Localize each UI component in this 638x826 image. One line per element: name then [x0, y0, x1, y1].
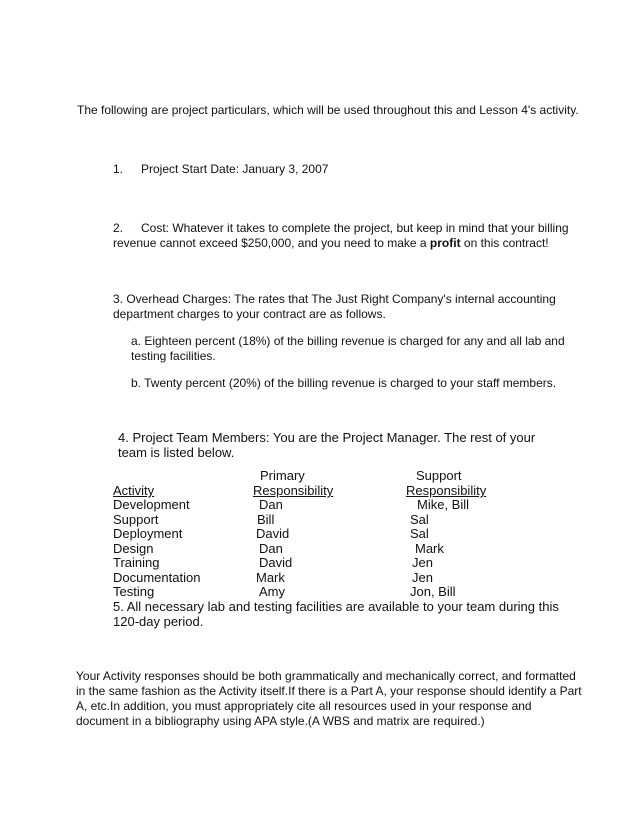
table-row: [113, 570, 573, 585]
table-header: [113, 483, 573, 498]
item-3a-line-1: a. Eighteen percent (18%) of the billing revenue is charged for any and all lab and: [131, 334, 565, 348]
item-5-line-2: 120-day period.: [113, 614, 204, 629]
item-3-line-1: 3. Overhead Charges: The rates that The Just Right Company's internal accounting: [113, 292, 556, 306]
item-2-line-2-end: on this contract!: [460, 236, 549, 250]
support-cell: Mike, Bill: [417, 497, 470, 512]
item-1-text: Project Start Date: January 3, 2007: [141, 162, 329, 176]
item-3-line-2: department charges to your contract are as follows.: [113, 307, 386, 321]
support-cell: Jon, Bill: [410, 584, 456, 599]
activity-cell: Support: [113, 512, 159, 527]
closing-line-4: document in a bibliography using APA style.(A WBS and matrix are required.): [76, 714, 485, 728]
table-row: [113, 526, 573, 541]
table-row: [113, 584, 573, 599]
primary-cell: Bill: [257, 512, 275, 527]
activity-header: Activity: [113, 483, 155, 498]
closing-line-2: in the same fashion as the Activity itself.If there is a Part A, your response should identify a Part: [76, 684, 582, 698]
activity-cell: Deployment: [113, 526, 183, 541]
table-row: [113, 497, 573, 512]
activity-cell: Testing: [113, 584, 155, 599]
item-3a-line-2: testing facilities.: [131, 349, 216, 363]
table-row: [113, 541, 573, 556]
item-4-line-1: 4. Project Team Members: You are the Project Manager. The rest of your: [118, 430, 536, 445]
primary-cell: David: [256, 526, 290, 541]
item-4-line-2: team is listed below.: [118, 445, 235, 460]
item-2-line-2-start: revenue cannot exceed $250,000, and you need to make a: [113, 236, 430, 250]
table-row: [113, 555, 573, 570]
closing-line-1: Your Activity responses should be both grammatically and mechanically correct, and formatted: [76, 669, 576, 683]
primary-responsibility-header: Responsibility: [253, 483, 334, 498]
item-3b: b. Twenty percent (20%) of the billing revenue is charged to your staff members.: [131, 376, 557, 390]
primary-cell: Mark: [256, 570, 285, 585]
activity-cell: Development: [113, 497, 190, 512]
primary-header-top: Primary: [260, 468, 305, 483]
primary-cell: David: [259, 555, 293, 570]
support-cell: Jen: [412, 570, 433, 585]
closing-line-3: A, etc.In addition, you must appropriately cite all resources used in your response and: [76, 699, 532, 713]
primary-cell: Dan: [259, 541, 283, 556]
table-header-top: [113, 468, 573, 483]
support-cell: Sal: [410, 526, 429, 541]
support-cell: Jen: [412, 555, 433, 570]
item-2-line-1: Cost: Whatever it takes to complete the project, but keep in mind that your billing: [141, 221, 569, 235]
primary-cell: Dan: [259, 497, 283, 512]
activity-cell: Design: [113, 541, 154, 556]
activity-cell: Documentation: [113, 570, 201, 585]
table-row: [113, 512, 573, 527]
primary-cell: Amy: [259, 584, 285, 599]
intro-paragraph: The following are project particulars, which will be used throughout this and Lesson 4's activity.: [77, 103, 579, 117]
support-cell: Sal: [410, 512, 429, 527]
support-cell: Mark: [415, 541, 444, 556]
activity-cell: Training: [113, 555, 160, 570]
item-2-line-2: [113, 236, 549, 251]
item-5-line-1: 5. All necessary lab and testing facilities are available to your team during this: [113, 599, 559, 614]
item-2-number: 2.: [113, 221, 124, 235]
item-1-number: 1.: [113, 162, 124, 176]
profit-emphasis: profit: [429, 236, 461, 250]
support-header-top: Support: [416, 468, 462, 483]
support-responsibility-header: Responsibility: [406, 483, 487, 498]
